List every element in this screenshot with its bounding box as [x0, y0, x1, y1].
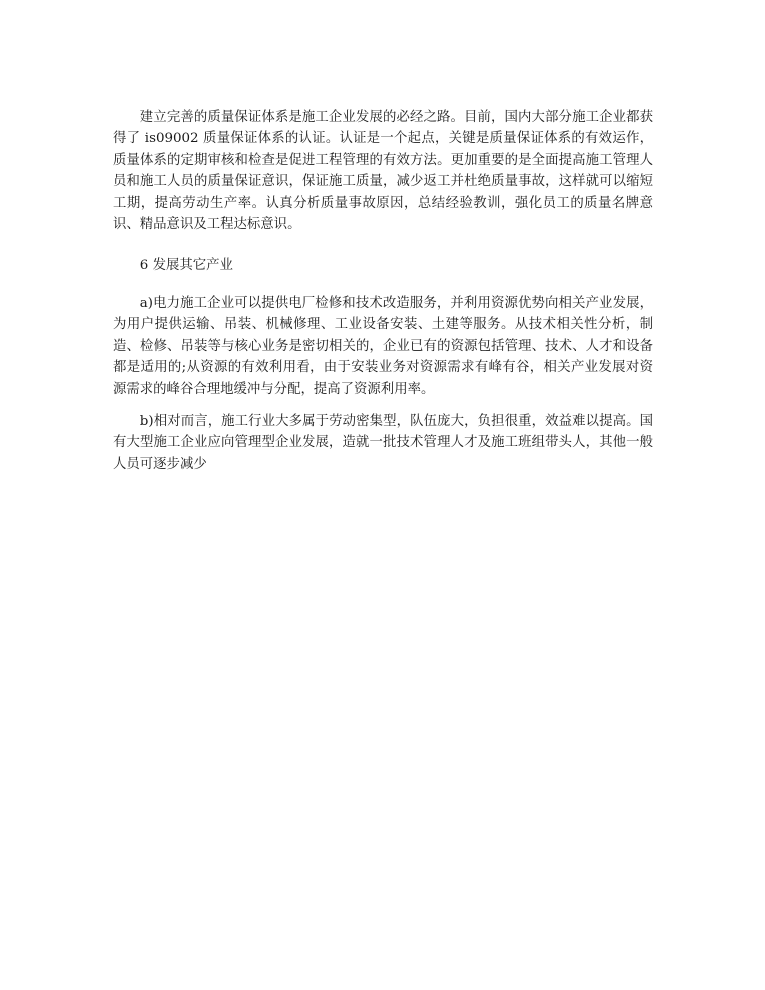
paragraph-item-a: [113, 293, 653, 400]
paragraph-text: 建立完善的质量保证体系是施工企业发展的必经之路。目前，国内大部分施工企业都获得了 is09002 质量保证体系的认证。认证是一个起点，关键是质量保证体系的有效运作，质量体系的定期审核和检查是促进工程管理的有效方法。更加重要的是全面提高施工管理人员和施工人员的质量保证意识，保证施工质量，减少返工并杜绝质量事故，这样就可以缩短工期，提高劳动生产率。认真分析质量事故原因，总结经验教训，强化员工的质量名牌意识、精品意识及工程达标意识。: [113, 110, 653, 233]
paragraph-text: a)电力施工企业可以提供电厂检修和技术改造服务，并利用资源优势向相关产业发展，为用户提供运输、吊装、机械修理、工业设备安装、土建等服务。从技术相关性分析，制造、检修、吊装等与核心业务是密切相关的，企业已有的资源包括管理、技术、人才和设备都是适用的;从资源的有效利用看，由于安装业务对资源需求有峰有谷，相关产业发展对资源需求的峰谷合理地缓冲与分配，提高了资源利用率。: [113, 296, 653, 397]
paragraph-text: b)相对而言，施工行业大多属于劳动密集型，队伍庞大，负担很重，效益难以提高。国有大型施工企业应向管理型企业发展，造就一批技术管理人才及施工班组带头人，其他一般人员可逐步减少: [113, 414, 653, 472]
section-heading: [113, 255, 653, 276]
section-heading-text: 6 发展其它产业: [139, 258, 233, 273]
paragraph-item-b: [113, 411, 653, 475]
paragraph-quality-system: [113, 107, 653, 235]
